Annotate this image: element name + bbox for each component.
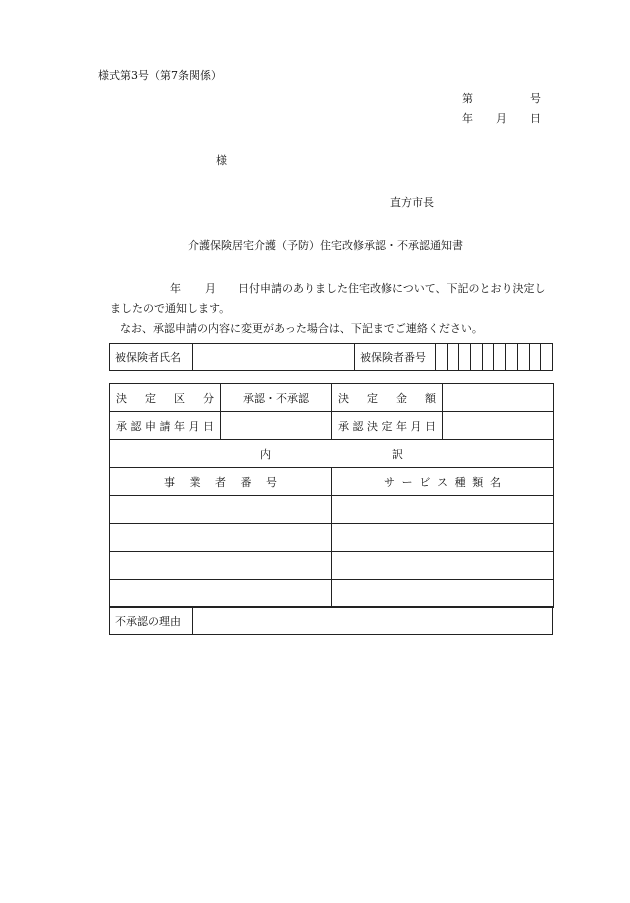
decision-amount-field[interactable] bbox=[443, 384, 554, 412]
form-label: 様式第3号（第7条関係） bbox=[98, 69, 222, 82]
insured-number-digit[interactable] bbox=[482, 344, 494, 371]
date-day: 日 bbox=[530, 112, 541, 125]
decision-table bbox=[109, 383, 554, 608]
application-date-field[interactable] bbox=[221, 412, 332, 440]
insured-number-digit[interactable] bbox=[459, 344, 471, 371]
decision-amount-label: 決 定 金 額 bbox=[332, 384, 443, 412]
recipient-honorific: 様 bbox=[216, 154, 227, 167]
rejection-reason-table bbox=[109, 606, 553, 635]
decision-date-label: 承 認 決 定 年 月 日 bbox=[332, 412, 443, 440]
body-line1: 日付申請のありました住宅改修について、下記のとおり決定し bbox=[238, 282, 546, 295]
business-number-field[interactable] bbox=[110, 580, 332, 608]
decision-date-field[interactable] bbox=[443, 412, 554, 440]
issuer: 直方市長 bbox=[390, 196, 434, 209]
date-month: 月 bbox=[496, 112, 507, 125]
insured-number-digit[interactable] bbox=[494, 344, 506, 371]
body-month: 月 bbox=[205, 282, 216, 295]
rejection-reason-label: 不承認の理由 bbox=[110, 607, 193, 635]
insured-number-digit[interactable] bbox=[436, 344, 448, 371]
decision-class-label: 決 定 区 分 bbox=[110, 384, 221, 412]
insured-number-digit[interactable] bbox=[541, 344, 553, 371]
service-type-field[interactable] bbox=[332, 496, 554, 524]
decision-value[interactable]: 承認・不承認 bbox=[221, 384, 332, 412]
body-line2: ましたので通知します。 bbox=[110, 302, 231, 315]
breakdown-header: 内 訳 bbox=[110, 440, 554, 468]
insured-number-digit[interactable] bbox=[447, 344, 459, 371]
date-year: 年 bbox=[462, 112, 473, 125]
rejection-reason-field[interactable] bbox=[193, 607, 553, 635]
application-date-label: 承 認 申 請 年 月 日 bbox=[110, 412, 221, 440]
business-number-field[interactable] bbox=[110, 552, 332, 580]
insured-number-digit[interactable] bbox=[506, 344, 518, 371]
insured-number-digit[interactable] bbox=[517, 344, 529, 371]
service-type-field[interactable] bbox=[332, 580, 554, 608]
doc-number-prefix: 第 bbox=[462, 92, 473, 105]
insured-table bbox=[109, 343, 553, 371]
insured-name-label: 被保険者氏名 bbox=[110, 344, 193, 371]
body-year: 年 bbox=[170, 282, 181, 295]
insured-number-label: 被保険者番号 bbox=[355, 344, 436, 371]
doc-number-suffix: 号 bbox=[530, 92, 541, 105]
business-number-field[interactable] bbox=[110, 524, 332, 552]
body-line3: なお、承認申請の内容に変更があった場合は、下記までご連絡ください。 bbox=[120, 322, 483, 335]
service-type-field[interactable] bbox=[332, 524, 554, 552]
business-number-header: 事 業 者 番 号 bbox=[110, 468, 332, 496]
document-title: 介護保険居宅介護（予防）住宅改修承認・不承認通知書 bbox=[188, 239, 463, 252]
business-number-field[interactable] bbox=[110, 496, 332, 524]
insured-number-digit[interactable] bbox=[529, 344, 541, 371]
insured-number-digit[interactable] bbox=[471, 344, 483, 371]
service-type-header: サ ー ビ ス 種 類 名 bbox=[332, 468, 554, 496]
service-type-field[interactable] bbox=[332, 552, 554, 580]
insured-name-field[interactable] bbox=[193, 344, 355, 371]
